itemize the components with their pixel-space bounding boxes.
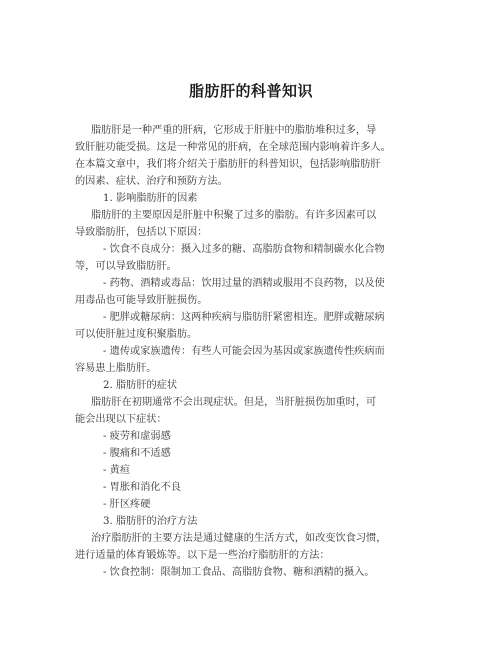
section-heading: 2. 脂肪肝的症状: [103, 380, 178, 391]
paragraph-line: 导致脂肪肝，包括以下原因：: [75, 227, 208, 238]
paragraph-line: 能会出现以下症状：: [75, 414, 167, 425]
list-item: - 肥胖或糖尿病：这两种疾病与脂肪肝紧密相连。肥胖或糖尿病: [103, 312, 385, 323]
paragraph-line: 进行适量的体育锻炼等。以下是一些治疗脂肪肝的方法：: [75, 550, 330, 561]
list-item: - 腹痛和不适感: [103, 448, 171, 459]
list-item: - 胃胀和消化不良: [103, 482, 181, 493]
paragraph-line: 在本篇文章中，我们将介绍关于脂肪肝的科普知识，包括影响脂肪肝: [75, 159, 381, 170]
list-item: - 饮食控制：限制加工食品、高脂肪食物、糖和酒精的摄入。: [103, 567, 375, 578]
paragraph-line: 的因素、症状、治疗和预防方法。: [75, 176, 228, 187]
paragraph-line: 脂肪肝在初期通常不会出现症状。但是，当肝脏损伤加重时，可: [91, 397, 377, 408]
document-title: 脂肪肝的科普知识: [188, 82, 313, 100]
list-item: 容易患上脂肪肝。: [75, 363, 157, 374]
list-item: - 药物、酒精或毒品：饮用过量的酒精或服用不良药物，以及使: [103, 278, 385, 289]
section-heading: 1. 影响脂肪肝的因素: [103, 193, 198, 204]
paragraph-line: 脂肪肝的主要原因是肝脏中积聚了过多的脂肪。有许多因素可以: [91, 210, 377, 221]
list-item: - 疲劳和虚弱感: [103, 431, 171, 442]
list-item: 用毒品也可能导致肝脏损伤。: [75, 295, 208, 306]
list-item: - 肝区疼硬: [103, 499, 151, 510]
list-item: 等，可以导致脂肪肝。: [75, 261, 177, 272]
list-item: - 饮食不良成分：摄入过多的糖、高脂肪食物和精制碳水化合物: [103, 244, 385, 255]
list-item: 可以使肝脏过度积聚脂肪。: [75, 329, 198, 340]
paragraph-line: 脂肪肝是一种严重的肝病，它形成于肝脏中的脂肪堆积过多，导: [91, 125, 377, 136]
section-heading: 3. 脂肪肝的治疗方法: [103, 516, 198, 527]
list-item: - 黄疸: [103, 465, 131, 476]
list-item: - 遗传或家族遗传：有些人可能会因为基因或家族遗传性疾病而: [103, 346, 385, 357]
paragraph-line: 致肝脏功能受损。这是一种常见的肝病，在全球范围内影响着许多人。: [75, 142, 391, 153]
paragraph-line: 治疗脂肪肝的主要方法是通过健康的生活方式，如改变饮食习惯，: [91, 533, 387, 544]
